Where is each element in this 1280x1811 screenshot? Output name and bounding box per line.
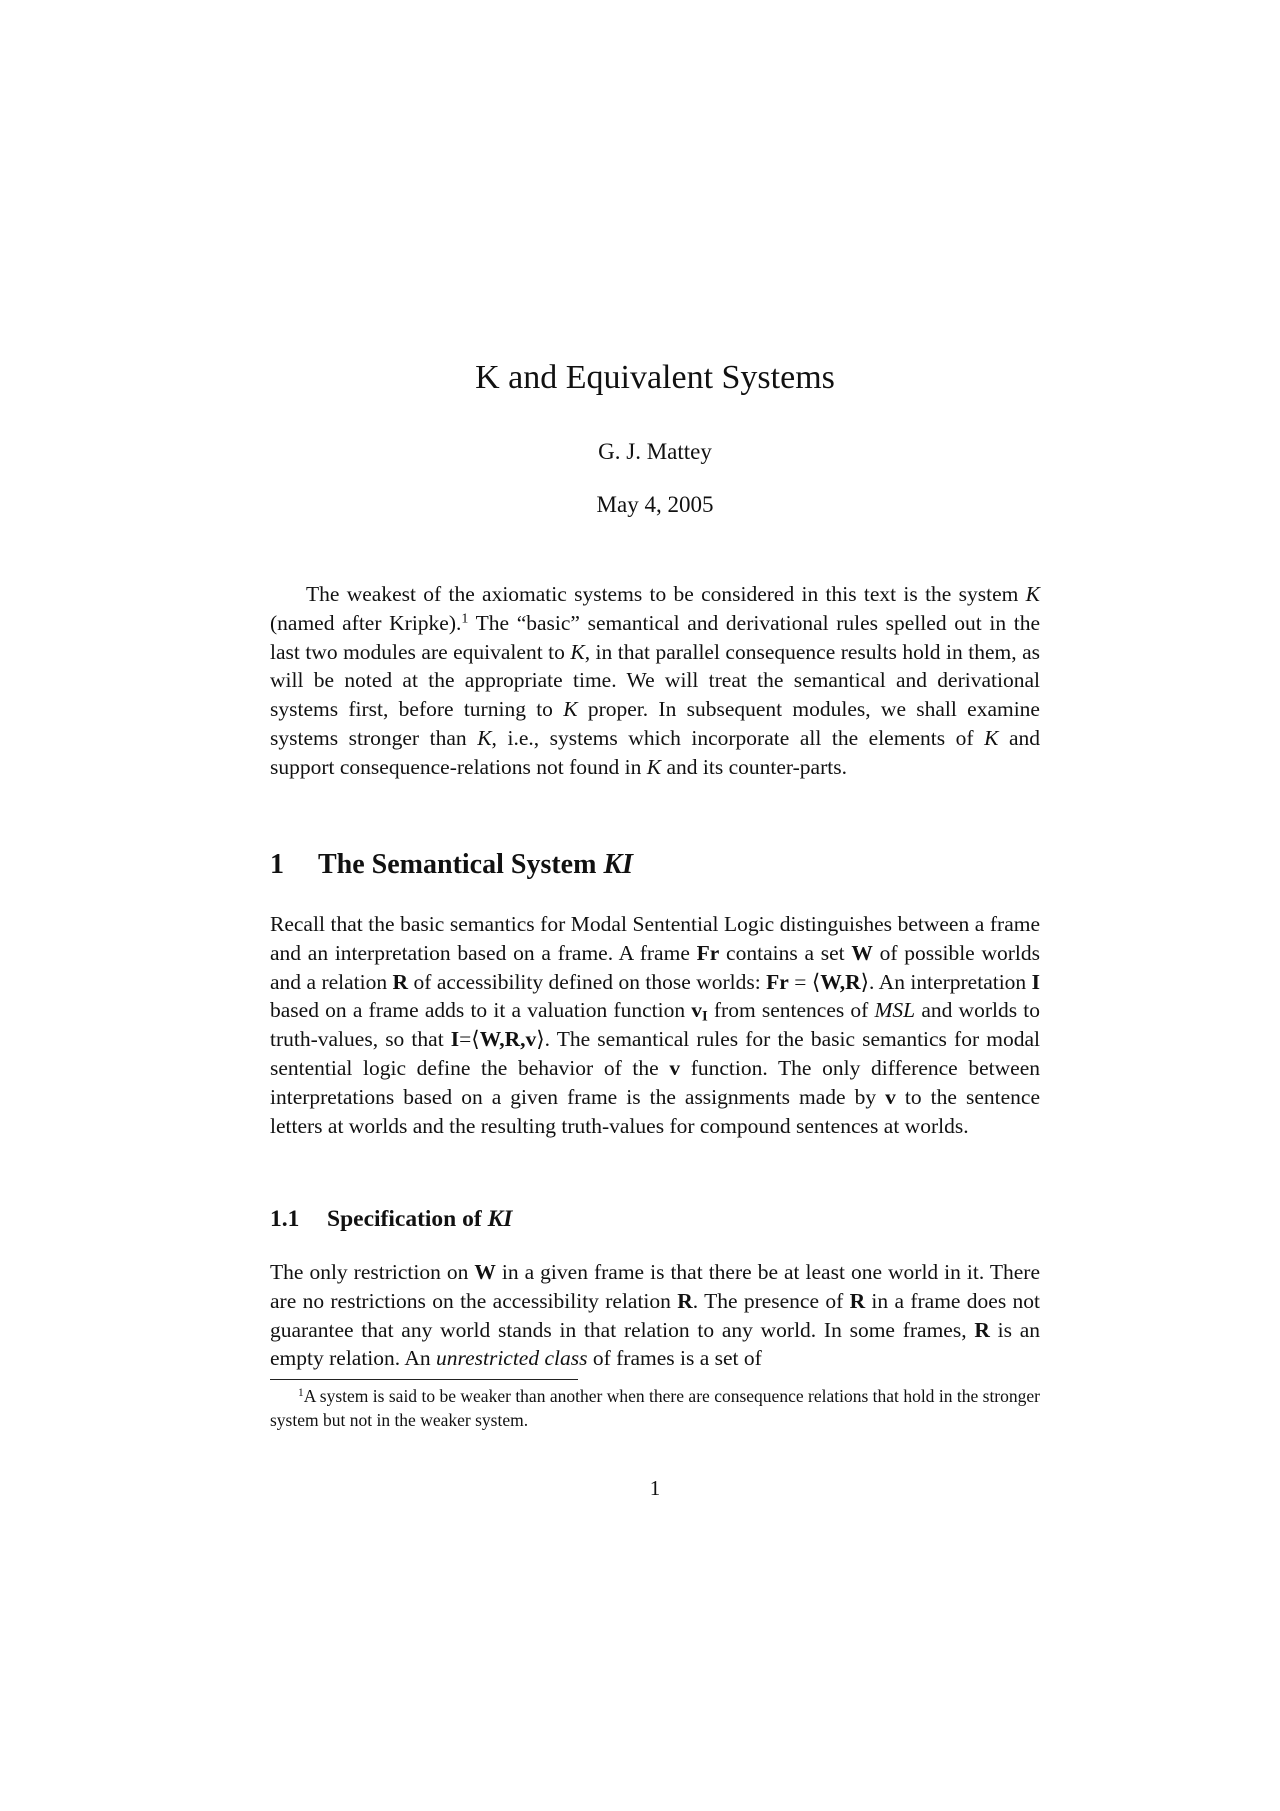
footnote-text: A system is said to be weaker than another when there are consequence relations that hold in the stronger system but not in the weaker system.: [270, 1386, 1040, 1430]
abstract-text: The weakest of the axiomatic systems to be considered in this text is the system: [306, 582, 1026, 606]
body-text: The only restriction on: [270, 1260, 475, 1284]
math-symbol: W: [820, 969, 840, 994]
math-symbol: W: [851, 940, 873, 965]
math-symbol: v: [691, 998, 702, 1023]
abstract-text: (named after Kripke).: [270, 610, 462, 635]
body-text: contains a set: [719, 940, 852, 965]
system-k-ref: K: [1025, 582, 1040, 606]
abstract-paragraph: [270, 580, 1040, 782]
math-symbol: Fr: [696, 940, 720, 965]
math-symbol: v: [525, 1027, 537, 1052]
footnote-mark: 1: [298, 1386, 304, 1399]
body-text: based on a frame adds to it a valuation function: [270, 998, 692, 1023]
math-symbol: ,: [520, 1027, 526, 1052]
body-text: ⟩. An interpretation: [860, 969, 1032, 994]
subsection-heading: [270, 1204, 512, 1234]
body-text: from sentences of: [707, 998, 875, 1023]
paper-title: K and Equivalent Systems: [475, 359, 835, 396]
subsection-title-italic: KI: [487, 1206, 513, 1232]
body-text: function. The only difference between interpretations based on a given frame is the assignments made by: [270, 1055, 1040, 1109]
body-text: in a frame does not guarantee that any world stands in that relation to any world. In some frames,: [270, 1288, 1040, 1342]
author-name: G. J. Mattey: [598, 439, 712, 464]
system-k-ref: K: [477, 725, 492, 750]
section-title: The Semantical System: [318, 849, 604, 880]
subsection-body-paragraph: [270, 1258, 1040, 1373]
body-text: is an empty relation. An: [270, 1317, 1040, 1371]
body-text: of accessibility defined on those worlds:: [408, 969, 767, 994]
math-symbol: W: [474, 1260, 496, 1284]
msl-abbrev: MSL: [874, 998, 916, 1023]
math-symbol: I: [1031, 969, 1040, 994]
math-subscript: I: [702, 1009, 708, 1026]
math-symbol: v: [885, 1084, 896, 1109]
math-symbol: Fr: [766, 969, 789, 994]
body-text: of frames is a set of: [587, 1346, 762, 1371]
abstract-text: proper. In subsequent modules, we shall examine systems stronger than: [270, 697, 1040, 750]
body-text: to the sentence letters at worlds and the resulting truth-values for compound sentences at worlds.: [270, 1084, 1040, 1138]
body-text: in a given frame is that there be at least one world in it. There are no restrictions on the accessibility relation: [270, 1260, 1040, 1313]
body-text: ⟩. The semantical rules for the basic semantics for modal sentential logic define the behavior of the: [270, 1027, 1040, 1080]
system-k-ref: K: [563, 697, 578, 722]
body-text: Recall that the basic semantics for Modal Sentential Logic distinguishes between a frame and an interpretation based on a frame. A frame: [270, 912, 1040, 965]
body-text: =⟨: [459, 1027, 480, 1052]
abstract-text: and its counter-parts.: [661, 754, 847, 779]
subsection-number: 1.1: [270, 1206, 300, 1232]
section-heading: [270, 848, 633, 882]
abstract-text: and support consequence-relations not found in: [270, 725, 1041, 779]
math-symbol: W: [479, 1027, 500, 1052]
footnote-divider: [270, 1379, 578, 1380]
math-symbol: v: [669, 1055, 681, 1080]
paper-page: [270, 0, 1040, 1811]
emphasis-term: unrestricted class: [436, 1346, 588, 1371]
math-symbol: R: [504, 1027, 521, 1052]
footnote-reference[interactable]: 1: [461, 611, 469, 627]
section-body-paragraph: [270, 910, 1040, 1140]
math-symbol: R: [845, 969, 861, 994]
body-text: of possible worlds and a relation: [270, 940, 1040, 994]
body-text: and worlds to truth-values, so that: [270, 998, 1040, 1052]
subsection-title: Specification of: [327, 1206, 488, 1232]
math-symbol: ,: [499, 1027, 505, 1052]
abstract-text: , in that parallel consequence results hold in them, as will be noted at the appropriate time. We will treat the semantical and derivational systems first, before turning to: [270, 639, 1040, 722]
abstract-text: The “basic” semantical and derivational rules spelled out in the last two modules are equivalent to: [270, 610, 1040, 664]
math-symbol: ,: [839, 969, 846, 994]
section-number: 1: [270, 849, 284, 880]
body-text: = ⟨: [788, 969, 821, 994]
body-text: . The presence of: [692, 1288, 850, 1313]
publication-date: May 4, 2005: [596, 492, 714, 517]
section-title-italic: KI: [603, 849, 634, 880]
system-k-ref: K: [570, 639, 585, 664]
math-symbol: R: [392, 969, 409, 994]
footnote: [270, 1384, 1040, 1432]
math-symbol: R: [849, 1288, 866, 1313]
page-number: 1: [649, 1476, 661, 1500]
system-k-ref: K: [646, 754, 662, 779]
abstract-text: , i.e., systems which incorporate all the elements of: [491, 725, 985, 750]
math-symbol: R: [677, 1288, 693, 1313]
math-symbol: I: [450, 1027, 460, 1052]
system-k-ref: K: [984, 725, 999, 750]
math-symbol: R: [974, 1317, 990, 1342]
